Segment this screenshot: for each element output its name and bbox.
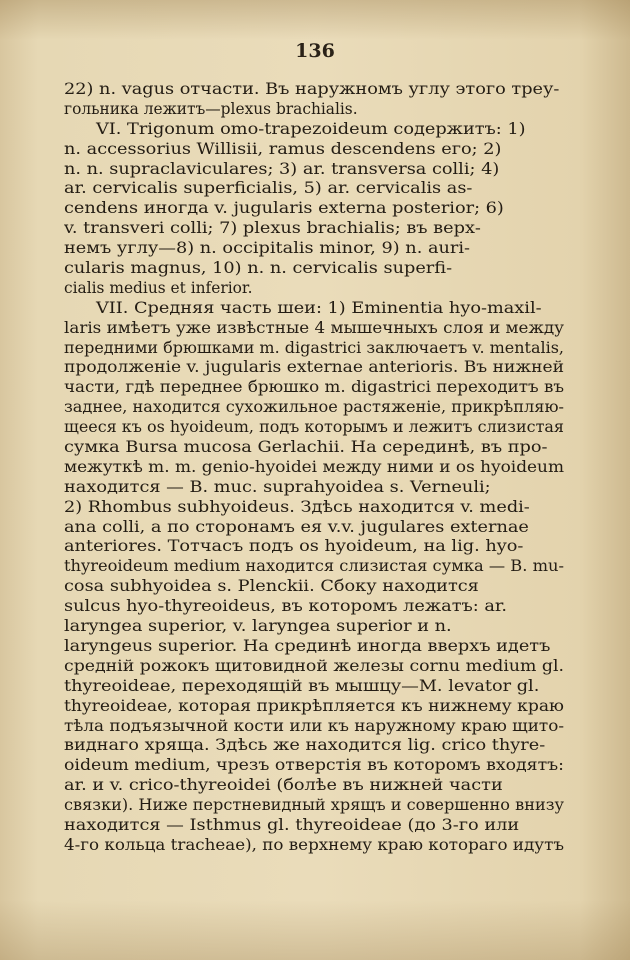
text-line: 22) n. vagus отчасти. Въ наружномъ углу этого треу- (64, 80, 560, 98)
text-line: thyreoideae, переходящій въ мышцу—M. levator gl. (64, 676, 540, 695)
text-line: VII. Средняя часть шеи: 1) Eminentia hyo-maxil- (96, 298, 542, 317)
text-line: sulcus hyo-thyreoideus, въ которомъ лежатъ: ar. (64, 597, 508, 616)
text-line: laris имѣетъ уже извѣстные 4 мышечныхъ слоя и между (64, 318, 564, 337)
text-line: немъ углу—8) n. occipitalis minor, 9) n. auri- (64, 239, 471, 258)
text-line: связки). Ниже перстневидный хрящъ и совершенно внизу (64, 796, 564, 815)
text-line: гольника лежитъ—plexus brachialis. (64, 99, 358, 118)
text-line: thyreoideum medium находится слизистая сумка — B. mu- (64, 557, 564, 576)
text-line: сумка Bursa mucosa Gerlachii. На серединѣ, въ про- (64, 438, 548, 457)
text-line: n. n. supraclaviculares; 3) ar. transversa colli; 4) (64, 159, 500, 178)
text-line: laryngeus superior. На срединѣ иногда вверхъ идетъ (64, 636, 551, 655)
text-line: межуткѣ m. m. genio-hyoidei между ними и os hyoideum (64, 457, 564, 476)
page-number: 136 (295, 40, 335, 62)
text-line: части, гдѣ переднее брюшко m. digastrici переходитъ въ (64, 378, 564, 397)
text-line: ar. и v. crico-thyreoidei (болѣе въ нижней части (64, 776, 503, 795)
text-line: thyreoideae, которая прикрѣпляется къ нижнему краю (64, 696, 564, 715)
page-stain-top (0, 0, 630, 40)
text-line: cosa subhyoidea s. Plenckii. Сбоку находится (64, 577, 479, 596)
text-line: cularis magnus, 10) n. n. cervicalis superfi- (64, 259, 453, 278)
text-line: ar. cervicalis superficialis, 5) ar. cervicalis as- (64, 179, 473, 198)
text-line: cendens иногда v. jugularis externa posterior; 6) (64, 199, 504, 218)
text-line: находится — B. muc. suprahyoidea s. Verneuli; (64, 477, 491, 496)
text-line: laryngea superior, v. laryngea superior и n. (64, 617, 452, 636)
text-line: oideum medium, чрезъ отверстія въ которомъ входятъ: (64, 756, 564, 775)
text-line: тѣла подъязычной кости или къ наружному краю щито- (64, 716, 564, 735)
text-line: n. accessorius Willisii, ramus descendens его; 2) (64, 139, 502, 158)
text-line: 2) Rhombus subhyoideus. Здѣсь находится v. medi- (64, 497, 530, 516)
text-line: ana colli, а по сторонамъ ея v.v. jugulares externae (64, 517, 529, 536)
text-line: 4-го кольца tracheae), по верхнему краю котораго идутъ (64, 835, 564, 854)
text-line: передними брюшками m. digastrici заключаетъ v. mentalis, (64, 338, 564, 357)
text-line: заднее, находится сухожильное растяженіе, прикрѣпляю- (64, 398, 564, 417)
body-text (64, 80, 564, 856)
text-line: средній рожокъ щитовидной железы cornu medium gl. (64, 656, 564, 675)
text-line: v. transveri colli; 7) plexus brachialis; въ верх- (64, 219, 481, 238)
text-line: находится — Isthmus gl. thyreoideae (до 3-го или (64, 815, 520, 834)
text-line: anteriores. Тотчасъ подъ os hyoideum, на lig. hyo- (64, 537, 524, 556)
text-line: продолженіе v. jugularis externae anterioris. Въ нижней (64, 358, 564, 377)
text-line: щееся къ os hyoideum, подъ которымъ и лежитъ слизистая (64, 418, 564, 437)
text-line: cialis medius et inferior. (64, 278, 253, 297)
text-line: виднаго хряща. Здѣсь же находится lig. crico thyre- (64, 736, 546, 755)
page-stain-bottom (0, 900, 630, 960)
text-line: VI. Trigonum omo-trapezoideum содержитъ: 1) (96, 119, 526, 138)
